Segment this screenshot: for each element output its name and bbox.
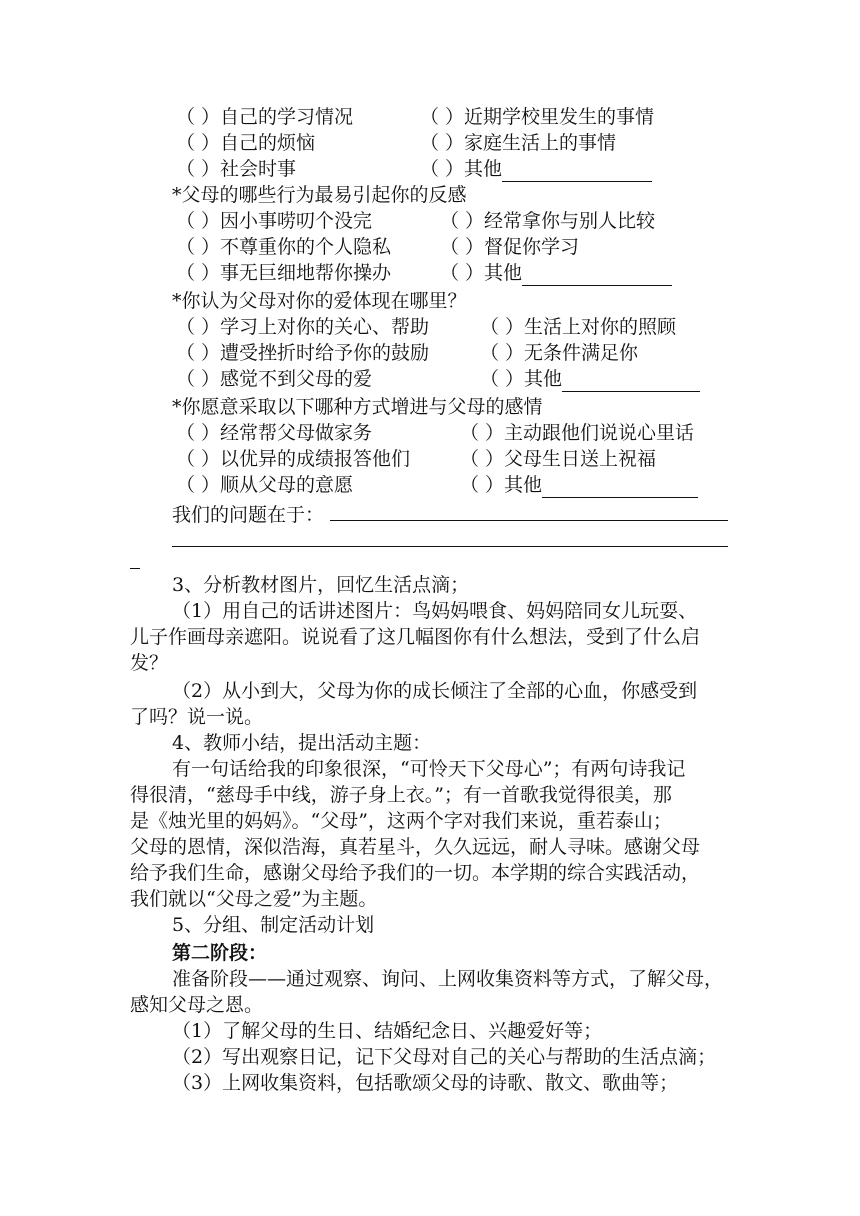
paragraph-line: （1）用自己的话讲述图片：鸟妈妈喂食、妈妈陪同女儿玩耍、 [172, 600, 698, 622]
survey-option: （ ）学习上对你的关心、帮助 [176, 316, 430, 338]
step-3-heading: 3、分析教材图片，回忆生活点滴； [172, 574, 470, 596]
survey-option: （ ）以优异的成绩报答他们 [176, 448, 411, 470]
survey-option: （ ）生活上对你的照顾 [480, 316, 677, 338]
paragraph-line: （2）从小到大，父母为你的成长倾注了全部的心血，你感受到 [172, 680, 698, 702]
survey-option: （ ）因小事唠叨个没完 [176, 210, 373, 232]
answer-line [330, 520, 728, 521]
survey-option: （ ）感觉不到父母的爱 [176, 368, 373, 390]
step-5-heading: 5、分组、制定活动计划 [172, 914, 375, 936]
problem-label: 我们的问题在于： [172, 504, 325, 526]
list-item: （2）写出观察日记，记下父母对自己的关心与帮助的生活点滴； [172, 1046, 717, 1068]
survey-option: （ ）无条件满足你 [480, 342, 639, 364]
survey-question: *你愿意采取以下哪种方式增进与父母的感情 [172, 396, 543, 418]
paragraph-line: 感知父母之恩。 [130, 994, 264, 1016]
survey-option: （ ）主动跟他们说说心里话 [460, 422, 695, 444]
fill-blank [542, 479, 698, 498]
paragraph-line: 了吗？说一说。 [130, 706, 264, 728]
paragraph-line: 发？ [130, 652, 169, 674]
survey-option: （ ）自己的学习情况 [176, 106, 354, 128]
survey-option: （ ）社会时事 [176, 158, 297, 180]
paragraph-line: 准备阶段——通过观察、询问、上网收集资料等方式，了解父母， [172, 968, 724, 990]
survey-option: （ ）经常帮父母做家务 [176, 422, 373, 444]
survey-question: *父母的哪些行为最易引起你的反感 [172, 184, 467, 206]
survey-question: *你认为父母对你的爱体现在哪里？ [172, 290, 467, 312]
list-item: （1）了解父母的生日、结婚纪念日、兴趣爱好等； [172, 1020, 603, 1042]
survey-option-other: （ ）其他 [480, 366, 700, 392]
survey-option: （ ）父母生日送上祝福 [460, 448, 657, 470]
survey-option: （ ）近期学校里发生的事情 [420, 106, 655, 128]
answer-line [172, 546, 728, 547]
paragraph-line: 有一句话给我的印象很深，“可怜天下父母心”；有两句诗我记 [172, 758, 686, 780]
answer-line-stub [130, 568, 140, 569]
survey-option-other: （ ）其他 [440, 260, 672, 286]
fill-blank [522, 267, 672, 286]
survey-option-other: （ ）其他 [420, 156, 652, 182]
paragraph-line: 我们就以“父母之爱”为主题。 [130, 888, 378, 910]
paragraph-line: 父母的恩情，深似浩海，真若星斗，久久远远，耐人寻味。感谢父母 [130, 836, 701, 858]
survey-option: （ ）家庭生活上的事情 [420, 132, 617, 154]
survey-option: （ ）遭受挫折时给予你的鼓励 [176, 342, 430, 364]
paragraph-line: 儿子作画母亲遮阳。说说看了这几幅图你有什么想法，受到了什么启 [130, 626, 701, 648]
stage-2-heading: 第二阶段： [172, 942, 268, 964]
paragraph-line: 是《烛光里的妈妈》。“父母”，这两个字对我们来说，重若泰山； [130, 810, 672, 832]
survey-option: （ ）不尊重你的个人隐私 [176, 236, 392, 258]
paragraph-line: 给予我们生命，感谢父母给予我们的一切。本学期的综合实践活动， [130, 862, 701, 884]
survey-option-other: （ ）其他 [460, 472, 698, 498]
fill-blank [502, 163, 652, 182]
list-item: （3）上网收集资料，包括歌颂父母的诗歌、散文、歌曲等； [172, 1072, 679, 1094]
survey-option: （ ）自己的烦恼 [176, 132, 316, 154]
survey-option: （ ）顺从父母的意愿 [176, 474, 354, 496]
fill-blank [562, 373, 700, 392]
survey-option: （ ）事无巨细地帮你操办 [176, 262, 392, 284]
step-4-heading: 4、教师小结，提出活动主题： [172, 732, 432, 754]
survey-option: （ ）督促你学习 [440, 236, 580, 258]
paragraph-line: 得很清，“慈母手中线，游子身上衣。”；有一首歌我觉得很美，那 [130, 784, 672, 806]
survey-option: （ ）经常拿你与别人比较 [440, 210, 656, 232]
